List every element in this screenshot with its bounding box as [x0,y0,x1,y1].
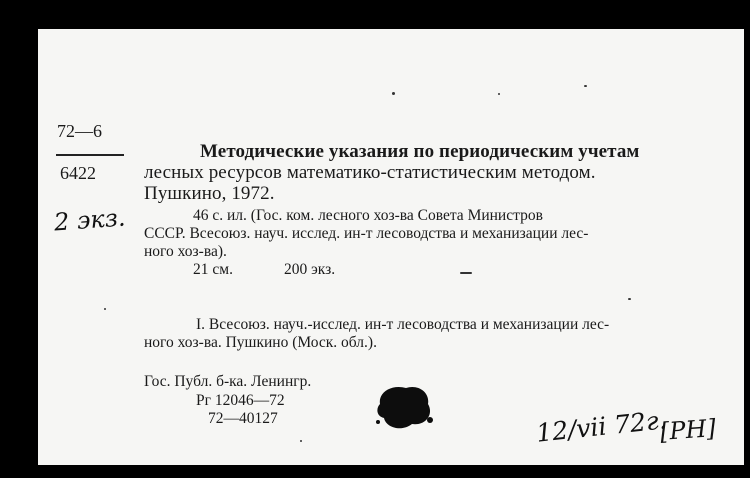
scan-speck [104,308,106,310]
scan-speck [300,440,302,442]
title-line-2: лесных ресурсов математико-статистическим методом. [144,162,596,183]
scan-speck [460,272,472,274]
scan-speck [628,298,631,300]
scan-speck [584,85,587,87]
class-number: 72—6 [57,121,102,141]
ink-blot [372,382,438,434]
collation-line-2: СССР. Всесоюз. науч. исслед. ин-т лесоводства и механизации лес- [144,225,589,242]
card-number: 6422 [60,163,96,183]
record-code-2: 72—40127 [208,410,278,427]
tracing-line-2: ного хоз-ва. Пушкино (Моск. обл.). [144,334,377,351]
scan-speck [498,93,500,95]
size-note: 21 см. [193,261,233,278]
handwritten-copies-note: 2 экз. [53,203,127,237]
copies-note: 200 экз. [284,261,336,278]
collation-line-3: ного хоз-ва). [144,243,227,260]
scan-speck [392,92,395,95]
tracing-line-1: I. Всесоюз. науч.-исслед. ин-т лесоводства и механизации лес- [196,316,610,333]
divider-line [56,154,124,156]
title-line-1: Методические указания по периодическим учетам [200,141,640,162]
library-imprint: Гос. Публ. б-ка. Ленингр. [144,373,312,390]
collation-line-1: 46 с. ил. (Гос. ком. лесного хоз-ва Совета Министров [193,207,543,224]
record-code-1: Рг 12046—72 [196,392,285,409]
handwritten-date: 12/vii 72г. [534,405,668,448]
title-line-3: Пушкино, 1972. [144,183,275,204]
handwritten-initials: [PH] [659,414,717,446]
